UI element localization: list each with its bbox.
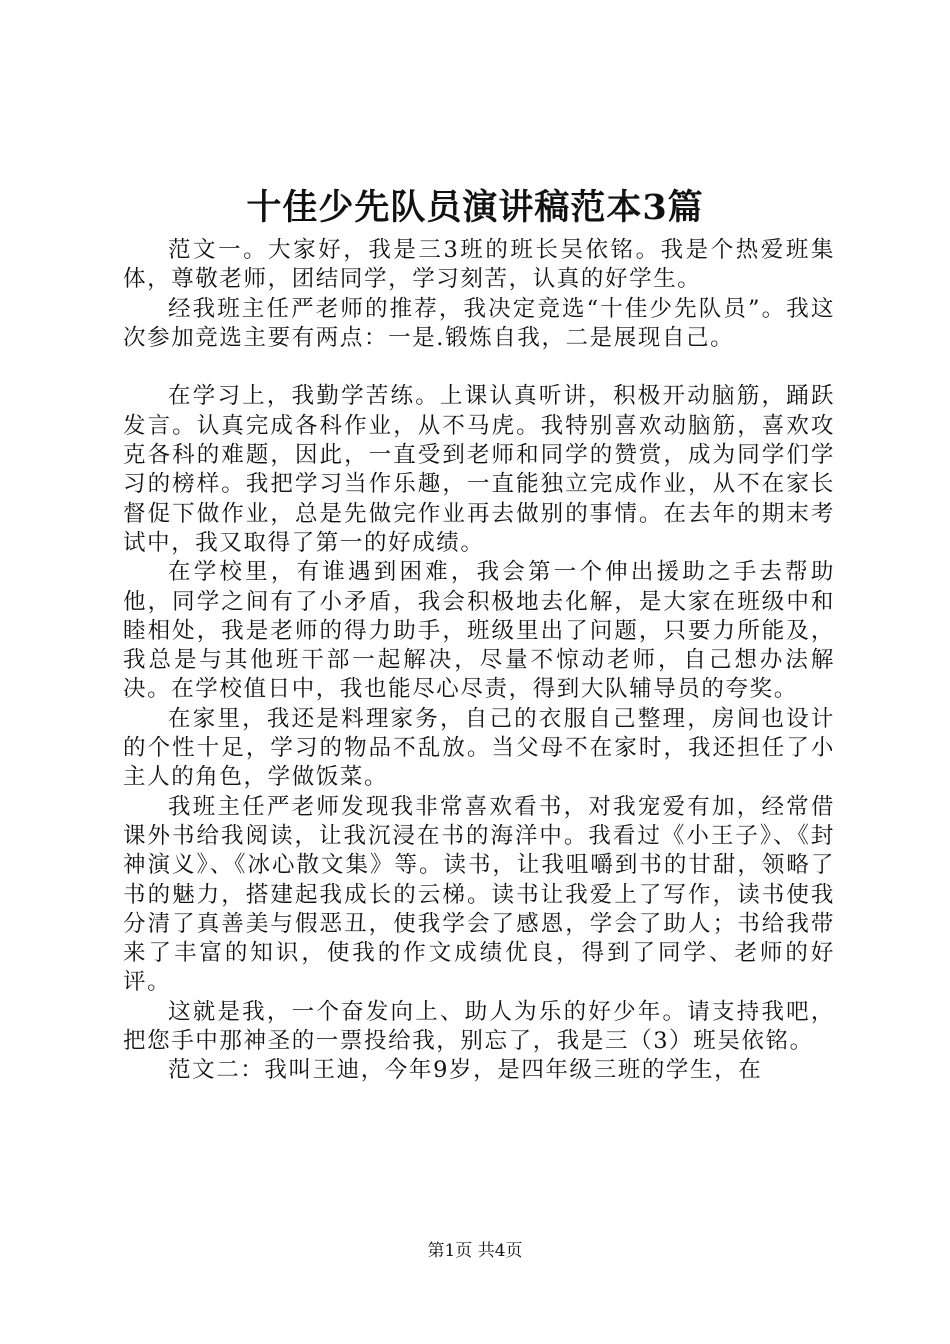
paragraph: 范文二：我叫王迪，今年9岁，是四年级三班的学生，在 bbox=[168, 1057, 763, 1084]
paragraph: 经我班主任严老师的推荐，我决定竞选“十佳少先队员”。我这次参加竞选主要有两点：一是.锻炼自我，二是展现自己。 bbox=[123, 295, 835, 351]
paragraph: 范文一。大家好，我是三3班的班长吴依铭。我是个热爱班集体，尊敬老师，团结同学，学习刻苦，认真的好学生。 bbox=[123, 237, 835, 293]
document-body bbox=[123, 236, 835, 1086]
document-title: 十佳少先队员演讲稿范本3篇 bbox=[246, 187, 704, 228]
paragraph: 我班主任严老师发现我非常喜欢看书，对我宠爱有加，经常借课外书给我阅读，让我沉浸在书的海洋中。我看过《小王子》、《封神演义》、《冰心散文集》等。读书，让我咀嚼到书的甘甜，领略了书的魅力，搭建起我成长的云梯。读书让我爱上了写作，读书使我分清了真善美与假恶丑，使我学会了感恩，学会了助人；书给我带来了丰富的知识，使我的作文成绩优良，得到了同学、老师的好评。 bbox=[123, 793, 835, 996]
page-footer: 第1页 共4页 bbox=[427, 1241, 523, 1261]
paragraph: 在学校里，有谁遇到困难，我会第一个伸出援助之手去帮助他，同学之间有了小矛盾，我会积极地去化解，是大家在班级中和睦相处，我是老师的得力助手，班级里出了问题，只要力所能及，我总是与其他班干部一起解决，尽量不惊动老师，自己想办法解决。在学校值日中，我也能尽心尽责，得到大队辅导员的夸奖。 bbox=[123, 559, 835, 703]
paragraph: 这就是我，一个奋发向上、助人为乐的好少年。请支持我吧，把您手中那神圣的一票投给我，别忘了，我是三（3）班吴依铭。 bbox=[123, 998, 835, 1055]
paragraph-spacer bbox=[123, 353, 835, 382]
paragraph: 在学习上，我勤学苦练。上课认真听讲，积极开动脑筋，踊跃发言。认真完成各科作业，从不马虎。我特别喜欢动脑筋，喜欢攻克各科的难题，因此，一直受到老师和同学的赞赏，成为同学们学习的榜样。我把学习当作乐趣，一直能独立完成作业，从不在家长督促下做作业，总是先做完作业再去做别的事情。在去年的期末考试中，我又取得了第一的好成绩。 bbox=[123, 383, 835, 556]
paragraph: 在家里，我还是料理家务，自己的衣服自己整理，房间也设计的个性十足，学习的物品不乱放。当父母不在家时，我还担任了小主人的角色，学做饭菜。 bbox=[123, 705, 835, 791]
